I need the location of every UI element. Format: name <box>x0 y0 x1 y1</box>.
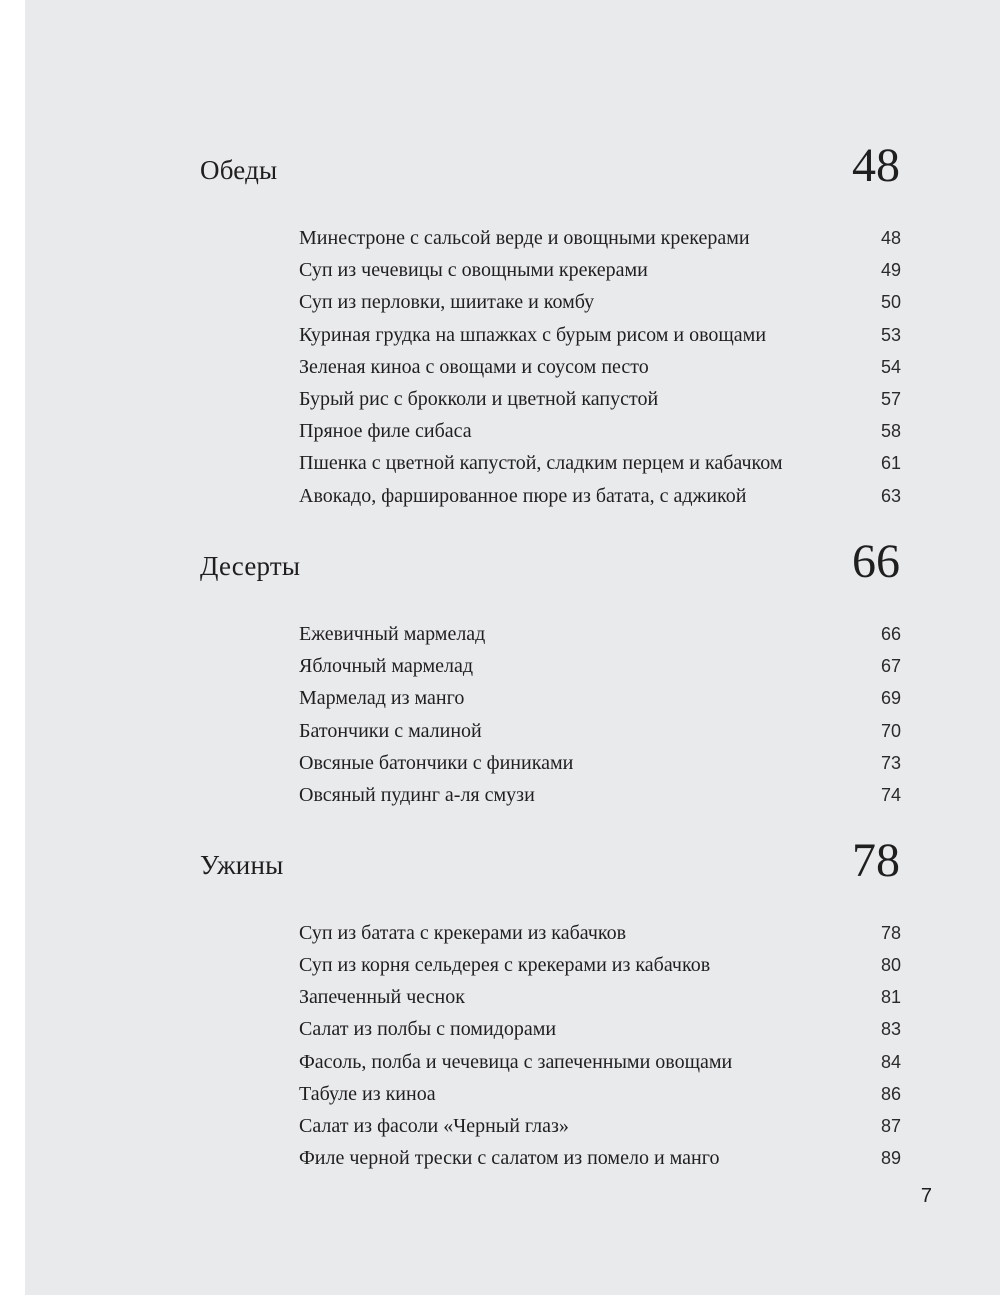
entry-page-number: 81 <box>880 987 901 1007</box>
section-heading <box>200 130 900 190</box>
toc-entry <box>299 320 901 350</box>
entry-title: Овсяные батончики с финиками <box>299 752 574 774</box>
entry-title: Суп из батата с крекерами из кабачков <box>299 922 627 944</box>
entry-title: Минестроне с сальсой верде и овощными крекерами <box>299 227 750 249</box>
entry-page-number: 49 <box>880 260 901 280</box>
toc-entry <box>299 481 901 511</box>
toc-entry <box>299 950 901 980</box>
entry-title: Филе черной трески с салатом из помело и манго <box>299 1147 720 1169</box>
entry-page-number: 48 <box>880 228 901 248</box>
toc-entry <box>299 1047 901 1077</box>
entry-title: Батончики с малиной <box>299 720 482 742</box>
section-page-number: 48 <box>852 139 900 192</box>
entry-page-number: 66 <box>880 624 901 644</box>
section-title: Ужины <box>200 850 284 880</box>
entry-title: Мармелад из манго <box>299 687 465 709</box>
entry-title: Ежевичный мармелад <box>299 623 486 645</box>
entry-page-number: 86 <box>880 1084 901 1104</box>
entry-page-number: 61 <box>880 453 901 473</box>
entry-page-number: 80 <box>880 955 901 975</box>
entry-title: Салат из фасоли «Черный глаз» <box>299 1115 569 1137</box>
entry-page-number: 67 <box>880 656 901 676</box>
toc-entry <box>299 748 901 778</box>
toc-entry <box>299 619 901 649</box>
entry-title: Бурый рис с брокколи и цветной капустой <box>299 388 659 410</box>
toc-entry <box>299 287 901 317</box>
toc-entry <box>299 352 901 382</box>
toc-entry <box>299 780 901 810</box>
toc-entry <box>299 982 901 1012</box>
entry-page-number: 58 <box>880 421 901 441</box>
entry-page-number: 87 <box>880 1116 901 1136</box>
entry-page-number: 73 <box>880 753 901 773</box>
toc-entry <box>299 255 901 285</box>
toc-entry <box>299 716 901 746</box>
section-heading <box>200 825 900 885</box>
entry-page-number: 57 <box>880 389 901 409</box>
entry-page-number: 69 <box>880 688 901 708</box>
entry-title: Овсяный пудинг а-ля смузи <box>299 784 535 806</box>
toc-entry <box>299 683 901 713</box>
toc-entry <box>299 448 901 478</box>
entry-title: Табуле из киноа <box>299 1083 436 1105</box>
entry-page-number: 78 <box>880 923 901 943</box>
toc-entry <box>299 384 901 414</box>
section-title: Десерты <box>200 551 301 581</box>
toc-entry <box>299 1143 901 1173</box>
entry-page-number: 83 <box>880 1019 901 1039</box>
entry-title: Авокадо, фаршированное пюре из батата, с аджикой <box>299 485 747 507</box>
entry-page-number: 84 <box>880 1052 901 1072</box>
folio-page-number: 7 <box>920 1185 932 1207</box>
toc-entry <box>299 223 901 253</box>
toc-entry <box>299 1111 901 1141</box>
entry-page-number: 54 <box>880 357 901 377</box>
toc-entry <box>299 918 901 948</box>
toc-entry <box>299 1014 901 1044</box>
entry-page-number: 53 <box>880 325 901 345</box>
entry-page-number: 63 <box>880 486 901 506</box>
entry-page-number: 70 <box>880 721 901 741</box>
entry-title: Куриная грудка на шпажках с бурым рисом и овощами <box>299 324 767 346</box>
section-page-number: 66 <box>852 535 900 588</box>
entry-title: Суп из чечевицы с овощными крекерами <box>299 259 648 281</box>
entry-title: Фасоль, полба и чечевица с запеченными овощами <box>299 1051 733 1073</box>
section-heading <box>200 526 900 586</box>
entry-title: Запеченный чеснок <box>299 986 465 1008</box>
entry-title: Зеленая киноа с овощами и соусом песто <box>299 356 649 378</box>
entry-title: Пшенка с цветной капустой, сладким перцем и кабачком <box>299 452 783 474</box>
toc-entry <box>299 651 901 681</box>
entry-title: Суп из корня сельдерея с крекерами из кабачков <box>299 954 711 976</box>
section-page-number: 78 <box>852 834 900 887</box>
section-title: Обеды <box>200 155 278 185</box>
toc-entry <box>299 416 901 446</box>
entry-page-number: 50 <box>880 292 901 312</box>
entry-title: Яблочный мармелад <box>299 655 474 677</box>
entry-page-number: 74 <box>880 785 901 805</box>
entry-title: Салат из полбы с помидорами <box>299 1018 557 1040</box>
entry-title: Суп из перловки, шиитаке и комбу <box>299 291 595 313</box>
entry-title: Пряное филе сибаса <box>299 420 472 442</box>
toc-entry <box>299 1079 901 1109</box>
entry-page-number: 89 <box>880 1148 901 1168</box>
